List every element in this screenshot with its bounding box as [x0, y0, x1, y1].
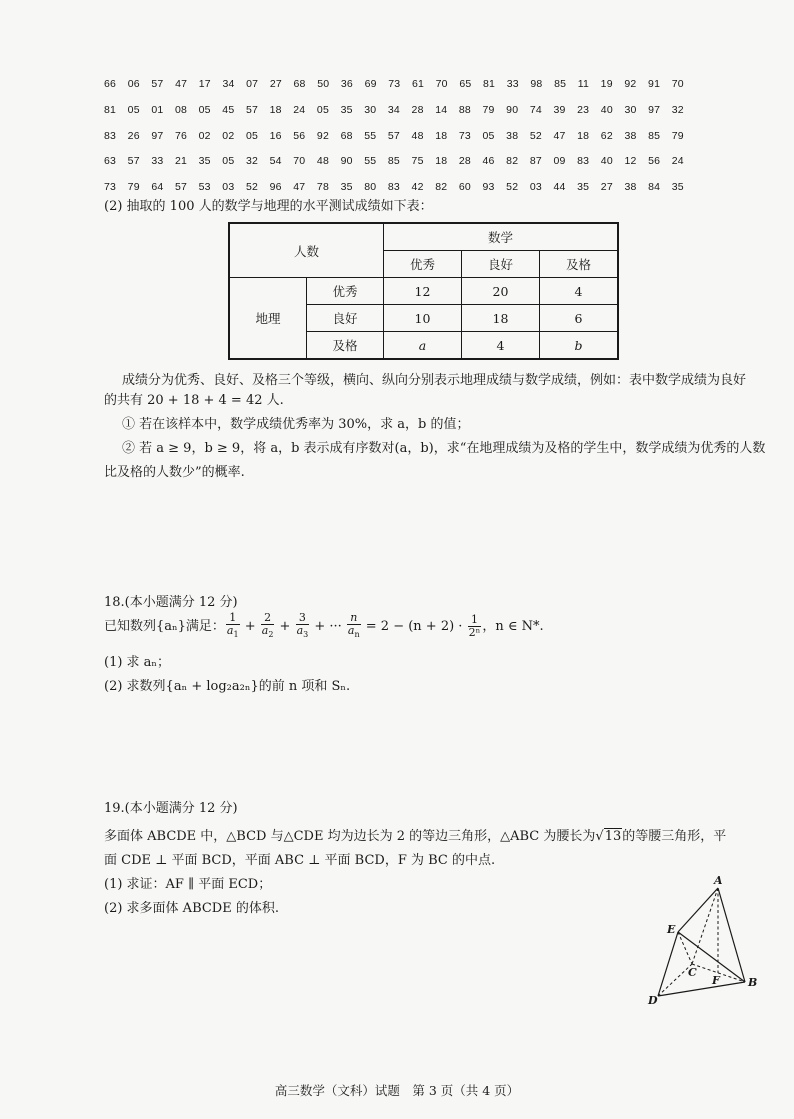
- random-table-cell: 17: [198, 78, 211, 90]
- random-table-cell: 48: [411, 130, 424, 142]
- random-table-cell: 28: [411, 104, 424, 116]
- table-cell: 10: [384, 305, 462, 332]
- random-table-cell: 46: [482, 155, 495, 167]
- table-cell: 18: [462, 305, 540, 332]
- random-table-cell: 85: [554, 78, 567, 90]
- q19-stem-line1: 多面体 ABCDE 中，△BCD 与△CDE 均为边长为 2 的等边三角形，△ABC 为腰长为√13的等腰三角形，平: [104, 829, 727, 844]
- table-row-header: 及格: [307, 332, 384, 360]
- q18-stem-prefix: 已知数列{aₙ}满足：: [104, 619, 225, 635]
- label-F: F: [712, 974, 720, 987]
- random-table-cell: 16: [269, 130, 282, 142]
- random-table-cell: 36: [340, 78, 353, 90]
- random-table-cell: 23: [577, 104, 590, 116]
- label-E: E: [667, 923, 676, 936]
- random-table-cell: 83: [577, 155, 590, 167]
- random-table-cell: 02: [198, 130, 211, 142]
- random-table-cell: 85: [387, 155, 400, 167]
- random-table-cell: 69: [364, 78, 377, 90]
- random-table-cell: 91: [648, 78, 661, 90]
- random-table-cell: 90: [340, 155, 353, 167]
- table-row-header: 优秀: [307, 278, 384, 305]
- random-table-cell: 52: [506, 181, 519, 193]
- label-C: C: [688, 966, 697, 979]
- random-table-cell: 64: [151, 181, 164, 193]
- fraction: $\frac{1}{a_1}$: [226, 611, 239, 640]
- random-table-cell: 45: [222, 104, 235, 116]
- table-row-group: 地理: [229, 278, 307, 360]
- label-B: B: [748, 976, 758, 989]
- q19-stem-line2: 面 CDE ⊥ 平面 BCD，平面 ABC ⊥ 平面 BCD，F 为 BC 的中点.: [104, 853, 496, 868]
- random-table-cell: 79: [482, 104, 495, 116]
- random-table-cell: 96: [269, 181, 282, 193]
- random-table-cell: 05: [245, 130, 259, 142]
- random-table-cell: 47: [553, 130, 566, 142]
- random-table-cell: 03: [222, 181, 235, 193]
- random-table-cell: 12: [624, 155, 637, 167]
- random-table-cell: 32: [245, 155, 259, 167]
- random-table-cell: 11: [577, 78, 590, 90]
- random-table-cell: 82: [435, 181, 448, 193]
- random-table-cell: 05: [222, 155, 235, 167]
- random-table-cell: 97: [151, 130, 164, 142]
- q18-title: 18.(本小题满分 12 分): [104, 595, 238, 610]
- random-table-cell: 35: [340, 181, 353, 193]
- random-table-cell: 28: [458, 155, 471, 167]
- random-table-cell: 74: [529, 104, 542, 116]
- random-table-cell: 27: [600, 181, 613, 193]
- q17-sub2-line2: 比及格的人数少”的概率.: [104, 465, 245, 480]
- random-table-cell: 79: [127, 181, 140, 193]
- random-table-cell: 92: [624, 78, 637, 90]
- random-table-cell: 63: [104, 155, 117, 167]
- table-col-header: 良好: [462, 251, 540, 278]
- random-table-cell: 57: [245, 104, 259, 116]
- random-table-cell: 50: [317, 78, 330, 90]
- random-table-cell: 48: [316, 155, 329, 167]
- table-col-header: 优秀: [384, 251, 462, 278]
- random-table-cell: 57: [387, 130, 400, 142]
- random-table-cell: 76: [174, 130, 188, 142]
- q17-part2-intro: (2) 抽取的 100 人的数学与地理的水平测试成绩如下表：: [104, 199, 433, 214]
- random-table-cell: 68: [340, 130, 353, 142]
- random-table-cell: 32: [671, 104, 684, 116]
- random-table-cell: 05: [482, 130, 495, 142]
- table-row-header: 良好: [307, 305, 384, 332]
- random-table-cell: 57: [151, 78, 164, 90]
- random-table-cell: 60: [458, 181, 471, 193]
- random-table-cell: 52: [529, 130, 542, 142]
- random-table-cell: 21: [174, 155, 188, 167]
- q18-stem: 已知数列{aₙ}满足： $\frac{1}{a_1}$ + $\frac{2}{a_2}$ + $\frac{3}{a_3}$ + ··· $\frac{n}{a_n}$ = 2 − (n + 2) · $\frac{1}{\text{2ⁿ}}$ ，n ∈ N*.: [104, 611, 544, 640]
- fraction: $\frac{1}{\text{2ⁿ}}$: [468, 613, 481, 640]
- random-table-cell: 81: [104, 104, 117, 116]
- random-table-cell: 83: [104, 130, 117, 142]
- q17-sub2-line1: ② 若 a ≥ 9，b ≥ 9，将 a，b 表示成有序数对(a，b)，求“在地理成绩为及格的学生中，数学成绩为优秀的人数: [122, 441, 766, 456]
- random-table-cell: 79: [671, 130, 684, 142]
- random-table-cell: 38: [506, 130, 519, 142]
- random-table-cell: 57: [174, 181, 188, 193]
- fraction: $\frac{3}{a_3}$: [296, 611, 309, 640]
- q19-part2: (2) 求多面体 ABCDE 的体积.: [104, 901, 279, 916]
- random-table-cell: 70: [671, 78, 684, 90]
- random-table-cell: 24: [293, 104, 306, 116]
- random-table-cell: 90: [506, 104, 519, 116]
- random-table-cell: 80: [364, 181, 377, 193]
- random-table-cell: 73: [104, 181, 117, 193]
- table-cell: 12: [384, 278, 462, 305]
- table-cell: 4: [462, 332, 540, 360]
- label-A: A: [714, 874, 723, 887]
- random-table-cell: 88: [458, 104, 471, 116]
- random-table-cell: 19: [600, 78, 613, 90]
- random-table-cell: 84: [648, 181, 661, 193]
- random-table-cell: 38: [624, 130, 637, 142]
- fraction: $\frac{n}{a_n}$: [347, 611, 360, 640]
- table-cell: 4: [540, 278, 619, 305]
- random-table-cell: 92: [316, 130, 329, 142]
- random-table-cell: 61: [411, 78, 425, 90]
- random-table-cell: 02: [222, 130, 235, 142]
- random-table-cell: 18: [435, 155, 448, 167]
- table-cell: a: [384, 332, 462, 360]
- random-table-cell: 93: [482, 181, 495, 193]
- random-table-cell: 05: [316, 104, 329, 116]
- random-table-cell: 38: [624, 181, 637, 193]
- random-table-cell: 18: [435, 130, 448, 142]
- random-table-row: [104, 181, 684, 193]
- random-table-cell: 55: [364, 130, 377, 142]
- random-table-cell: 35: [577, 181, 590, 193]
- q18-stem-tail: ，n ∈ N*.: [482, 619, 544, 635]
- q17-explain-line1: 成绩分为优秀、良好、及格三个等级，横向、纵向分别表示地理成绩与数学成绩，例如：表中数学成绩为良好: [122, 373, 747, 388]
- random-table-cell: 27: [269, 78, 282, 90]
- random-table-cell: 82: [506, 155, 519, 167]
- random-table-row: [104, 104, 684, 116]
- random-table-cell: 33: [506, 78, 519, 90]
- random-table-cell: 98: [530, 78, 543, 90]
- random-table-cell: 24: [671, 155, 684, 167]
- random-table-cell: 03: [529, 181, 542, 193]
- table-col-header: 及格: [540, 251, 619, 278]
- random-table-cell: 56: [648, 155, 661, 167]
- q18-part2: (2) 求数列{aₙ + log₂a₂ₙ}的前 n 项和 Sₙ.: [104, 679, 351, 694]
- random-table-cell: 40: [600, 155, 613, 167]
- random-table-cell: 85: [648, 130, 661, 142]
- random-table-cell: 07: [246, 78, 259, 90]
- random-table-cell: 97: [648, 104, 661, 116]
- random-table-cell: 35: [198, 155, 211, 167]
- random-table-cell: 34: [387, 104, 400, 116]
- random-table-cell: 40: [600, 104, 613, 116]
- random-table-cell: 47: [293, 181, 306, 193]
- table-cell: b: [540, 332, 619, 360]
- random-table-cell: 42: [411, 181, 424, 193]
- random-table-cell: 05: [198, 104, 211, 116]
- random-table-cell: 78: [316, 181, 329, 193]
- random-table-cell: 56: [293, 130, 306, 142]
- random-table-row: [104, 155, 684, 167]
- random-table-cell: 70: [435, 78, 448, 90]
- random-table-cell: 83: [387, 181, 400, 193]
- table-corner: 人数: [229, 223, 384, 278]
- random-table-cell: 66: [104, 78, 117, 90]
- edge-AE: [678, 888, 718, 932]
- random-table-cell: 70: [293, 155, 306, 167]
- q19-part1: (1) 求证：AF ∥ 平面 ECD；: [104, 877, 272, 892]
- table-col-group: 数学: [384, 223, 619, 251]
- random-table-row: [104, 130, 684, 142]
- random-table-cell: 05: [127, 104, 140, 116]
- score-table: [228, 222, 619, 360]
- random-table-cell: 68: [293, 78, 306, 90]
- random-table-cell: 55: [364, 155, 377, 167]
- random-table-cell: 47: [175, 78, 188, 90]
- random-table-row: [104, 78, 684, 90]
- table-cell: 6: [540, 305, 619, 332]
- random-table-cell: 30: [364, 104, 377, 116]
- random-table-cell: 73: [458, 130, 471, 142]
- random-table-cell: 35: [340, 104, 353, 116]
- sqrt-radicand: 13: [604, 829, 622, 844]
- random-table-cell: 09: [553, 155, 566, 167]
- random-table-cell: 34: [222, 78, 235, 90]
- random-table-cell: 81: [483, 78, 496, 90]
- random-table-cell: 52: [245, 181, 259, 193]
- random-table-cell: 53: [198, 181, 211, 193]
- table-cell: 20: [462, 278, 540, 305]
- random-table-cell: 08: [174, 104, 188, 116]
- label-D: D: [648, 994, 658, 1007]
- random-table-cell: 14: [435, 104, 448, 116]
- random-table-cell: 54: [269, 155, 282, 167]
- edge-AB: [718, 888, 745, 982]
- random-table-cell: 26: [127, 130, 140, 142]
- q18-stem-rhs: = 2 − (n + 2) ·: [365, 619, 463, 635]
- random-table-cell: 87: [529, 155, 542, 167]
- q17-explain-line2: 的共有 20 + 18 + 4 = 42 人.: [104, 393, 284, 408]
- page-footer: 高三数学（文科）试题 第 3 页（共 4 页）: [274, 1083, 520, 1098]
- random-table-cell: 18: [577, 130, 590, 142]
- random-table-cell: 44: [553, 181, 566, 193]
- random-table-cell: 65: [459, 78, 472, 90]
- random-table-cell: 30: [624, 104, 637, 116]
- random-table-cell: 06: [127, 78, 140, 90]
- random-table-cell: 57: [127, 155, 140, 167]
- polyhedron-figure: [640, 870, 770, 1010]
- random-table-cell: 35: [671, 181, 684, 193]
- random-table-cell: 18: [269, 104, 282, 116]
- random-table-cell: 62: [600, 130, 613, 142]
- fraction: $\frac{2}{a_2}$: [261, 611, 274, 640]
- random-table-cell: 39: [553, 104, 566, 116]
- q19-title: 19.(本小题满分 12 分): [104, 801, 238, 816]
- q17-sub1: ① 若在该样本中，数学成绩优秀率为 30%，求 a，b 的值；: [122, 417, 470, 432]
- random-table-cell: 01: [151, 104, 164, 116]
- q18-part1: (1) 求 aₙ；: [104, 655, 171, 670]
- random-table-cell: 73: [388, 78, 401, 90]
- random-table-cell: 33: [151, 155, 164, 167]
- random-table-cell: 75: [411, 155, 424, 167]
